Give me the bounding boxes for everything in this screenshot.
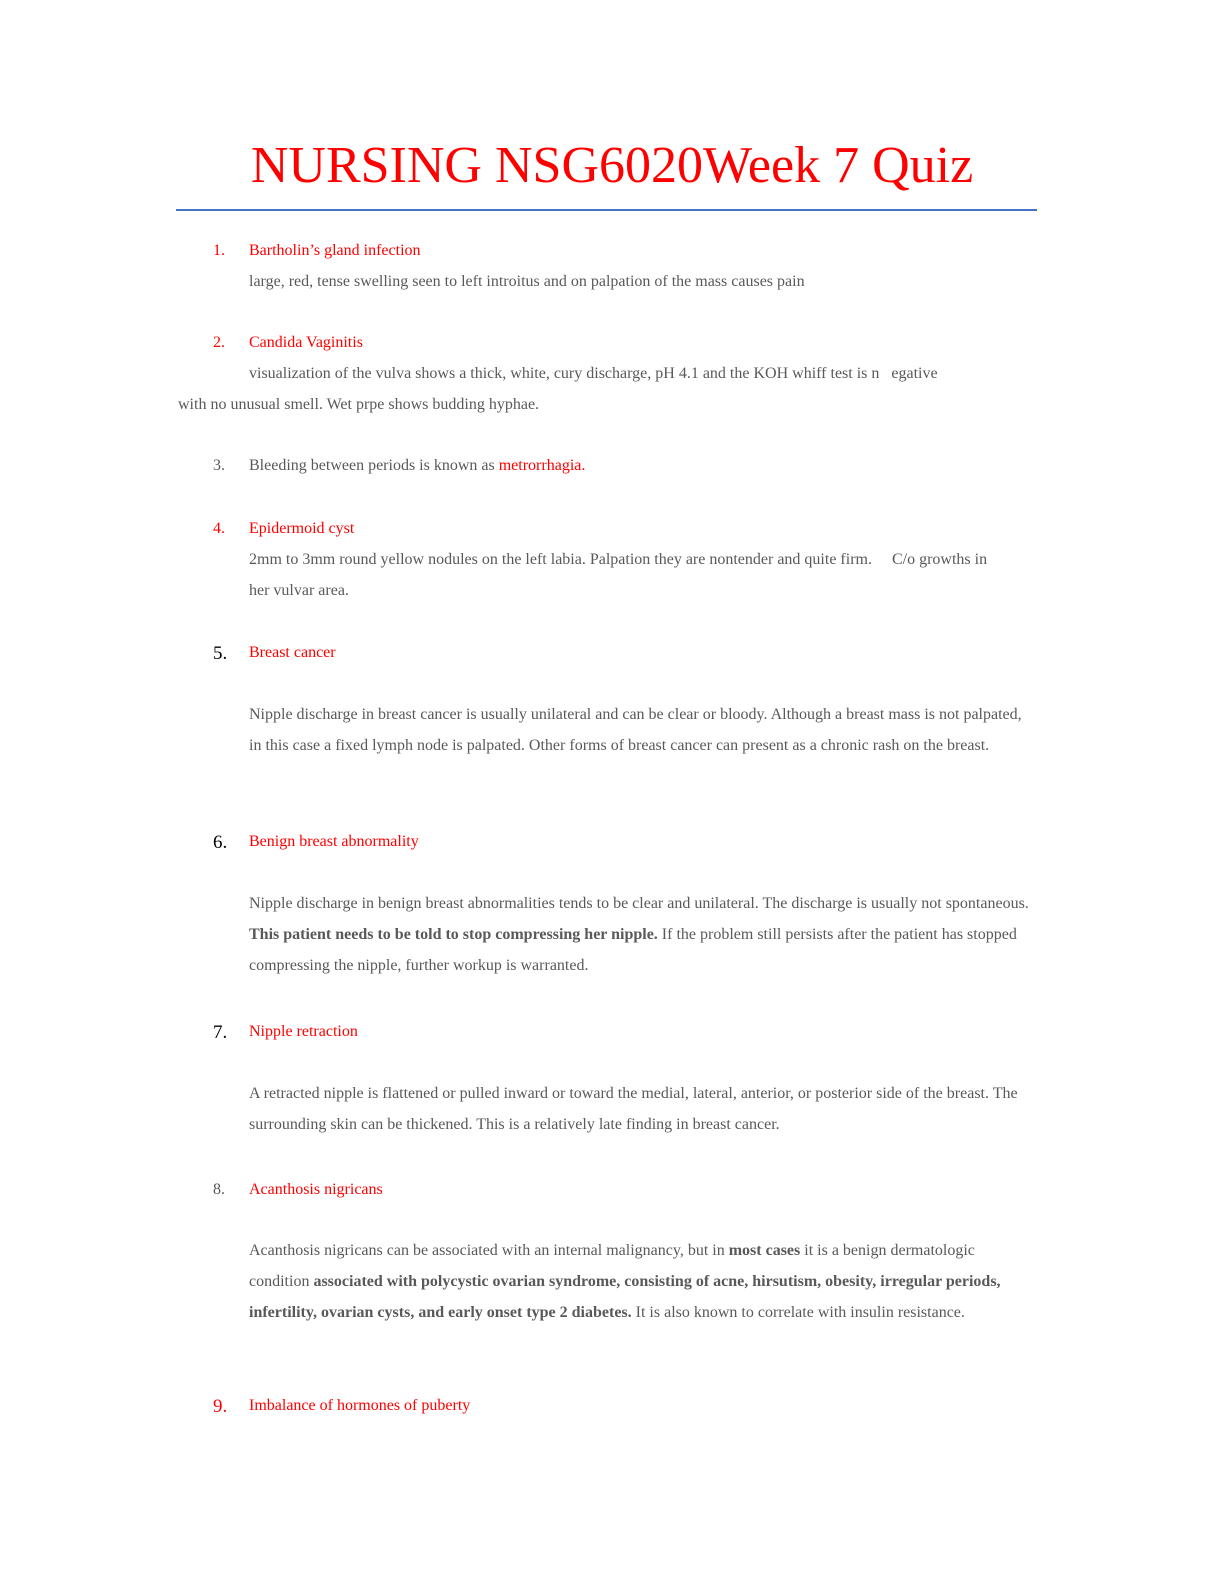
title-underline [176, 209, 1037, 211]
item-8-text-c: it is a benign dermatologic condition [249, 1242, 975, 1290]
item-1-heading: Bartholin’s gland infection [249, 242, 421, 259]
item-7-text: A retracted nipple is flattened or pulled inward or toward the medial, lateral, anterior, or posterior side of the breast. The surrounding skin can be thickened. This is a relatively late finding in breast cancer. [249, 1085, 1018, 1133]
item-3-number: 3. [213, 457, 225, 474]
item-7-number: 7. [213, 1022, 228, 1043]
item-8-text-bold-1: most cases [728, 1242, 801, 1259]
item-4-text: 2mm to 3mm round yellow nodules on the left labia. Palpation they are nontender and quite firm. C/o growths in her vulvar area. [249, 551, 992, 599]
item-4-number: 4. [213, 520, 225, 537]
item-2-text-line2: with no unusual smell. Wet prpe shows budding hyphae. [178, 396, 540, 413]
item-4-heading: Epidermoid cyst [249, 520, 355, 537]
item-1-number: 1. [213, 242, 225, 259]
item-2-text-line1: visualization of the vulva shows a thick, white, cury discharge, pH 4.1 and the KOH whiff test is n egative [249, 365, 938, 382]
item-6-text [249, 888, 1029, 981]
item-8-text-a: Acanthosis nigricans can be associated with an internal malignancy, but in [249, 1242, 729, 1259]
item-6-number: 6. [213, 832, 228, 853]
item-9-heading: Imbalance of hormones of puberty [249, 1397, 471, 1414]
item-8-text [249, 1235, 1019, 1328]
item-6-text-c: If the problem still persists after the patient has stopped compressing the nipple, further workup is warranted. [249, 926, 1017, 974]
item-5-number: 5. [213, 643, 228, 664]
item-3-text-prefix: Bleeding between periods is known as [249, 457, 499, 474]
item-5-heading: Breast cancer [249, 644, 336, 661]
item-1-text: large, red, tense swelling seen to left introitus and on palpation of the mass causes pain [249, 273, 805, 290]
item-6-text-a: Nipple discharge in benign breast abnormalities tends to be clear and unilateral. The discharge is usually not spontaneous. [249, 895, 1029, 912]
item-8-text-bold-2: associated with polycystic ovarian syndrome, consisting of acne, hirsutism, obesity, irregular periods, infertility, ovarian cysts, and early onset type 2 diabetes. [249, 1273, 1001, 1321]
item-8-number: 8. [213, 1181, 225, 1198]
item-2-number: 2. [213, 334, 225, 351]
item-3-text [249, 457, 585, 475]
page-title: NURSING NSG6020Week 7 Quiz [250, 137, 974, 194]
item-3-highlight: metrorrhagia. [498, 457, 586, 474]
item-8-text-e: It is also known to correlate with insulin resistance. [631, 1304, 965, 1321]
item-9-number: 9. [213, 1396, 228, 1417]
item-6-text-bold: This patient needs to be told to stop compressing her nipple. [249, 926, 658, 943]
item-5-text: Nipple discharge in breast cancer is usually unilateral and can be clear or bloody. Although a breast mass is not palpated, in this case a fixed lymph node is palpated. Other forms of breast cancer can present as a chronic rash on the breast. [249, 706, 1022, 754]
item-7-heading: Nipple retraction [249, 1023, 358, 1040]
item-8-heading: Acanthosis nigricans [249, 1181, 383, 1198]
item-2-heading: Candida Vaginitis [249, 334, 363, 351]
item-6-heading: Benign breast abnormality [249, 833, 419, 850]
